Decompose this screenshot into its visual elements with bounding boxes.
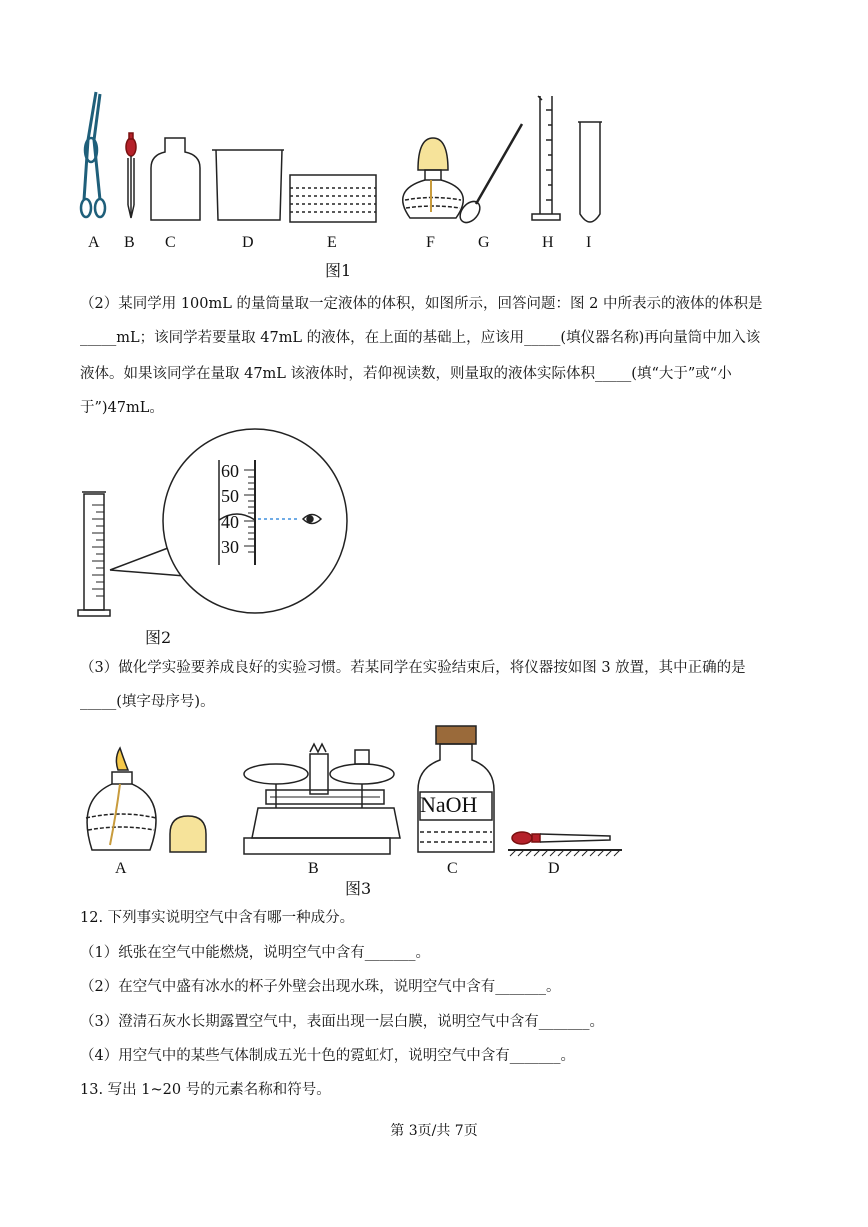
figure-1-caption: 图1 — [325, 261, 352, 280]
figure-1-label-c: C — [165, 234, 176, 251]
figure-1-label-b: B — [124, 234, 135, 251]
figure-1-label-g: G — [478, 234, 490, 251]
figure-1-label-i: I — [586, 234, 592, 251]
figure-1-label-f: F — [426, 234, 435, 251]
question-12-item-4: （4）用空气中的某些气体制成五光十色的霓虹灯，说明空气中含有_______。 — [80, 1048, 575, 1064]
scale-label-60: 60 — [221, 461, 239, 481]
figure-1-label-e: E — [327, 234, 337, 251]
question-12-item-2: （2）在空气中盛有冰水的杯子外壁会出现水珠，说明空气中含有_______。 — [80, 979, 561, 995]
bottle-label-naoh: NaOH — [420, 792, 478, 817]
question-3-line-2: _____(填字母序号)。 — [80, 694, 215, 710]
question-13-title: 13. 写出 1~20 号的元素名称和符号。 — [80, 1082, 331, 1098]
dropper-on-table-icon — [508, 832, 622, 856]
scale-label-40: 40 — [221, 512, 239, 532]
page-number: 第 3页/共 7页 — [390, 1123, 478, 1139]
figure-3-label-c: C — [447, 860, 458, 877]
scale-label-30: 30 — [221, 537, 239, 557]
scale-label-50: 50 — [221, 486, 239, 506]
question-2-line-3: 液体。如果该同学在量取 47mL 该液体时，若仰视读数，则量取的液体实际体积_____(填“大于”或“小 — [80, 366, 732, 382]
question-3-line-1: （3）做化学实验要养成良好的实验习惯。若某同学在实验结束后，将仪器按如图 3 放置，其中正确的是 — [80, 660, 746, 676]
alcohol-lamp-uncapped-icon — [86, 748, 156, 850]
figure-1-label-d: D — [242, 234, 254, 251]
reagent-bottle-icon — [418, 726, 494, 852]
question-12-item-1: （1）纸张在空气中能燃烧，说明空气中含有_______。 — [80, 945, 430, 961]
question-2-line-1: （2）某同学用 100mL 的量筒量取一定液体的体积，如图所示，回答问题：图 2 中所表示的液体的体积是 — [80, 296, 763, 312]
figure-3-label-b: B — [308, 860, 319, 877]
lamp-cap-icon — [170, 816, 206, 852]
question-2-line-2: _____mL；该同学若要量取 47mL 的液体，在上面的基础上，应该用_____(填仪器名称)再向量筒中加入该 — [80, 330, 761, 346]
question-12-title: 12. 下列事实说明空气中含有哪一种成分。 — [80, 910, 355, 926]
question-2-line-4: 于”)47mL。 — [80, 400, 164, 416]
figure-1-label-a: A — [88, 234, 100, 251]
figure-3-label-a: A — [115, 860, 127, 877]
figure-3-label-d: D — [548, 860, 560, 877]
figure-3-caption: 图3 — [345, 879, 372, 898]
figure-1-label-h: H — [542, 234, 554, 251]
question-12-item-3: （3）澄清石灰水长期露置空气中，表面出现一层白膜，说明空气中含有_______。 — [80, 1014, 604, 1030]
balance-icon — [244, 744, 400, 854]
figure-2-caption: 图2 — [145, 628, 172, 647]
